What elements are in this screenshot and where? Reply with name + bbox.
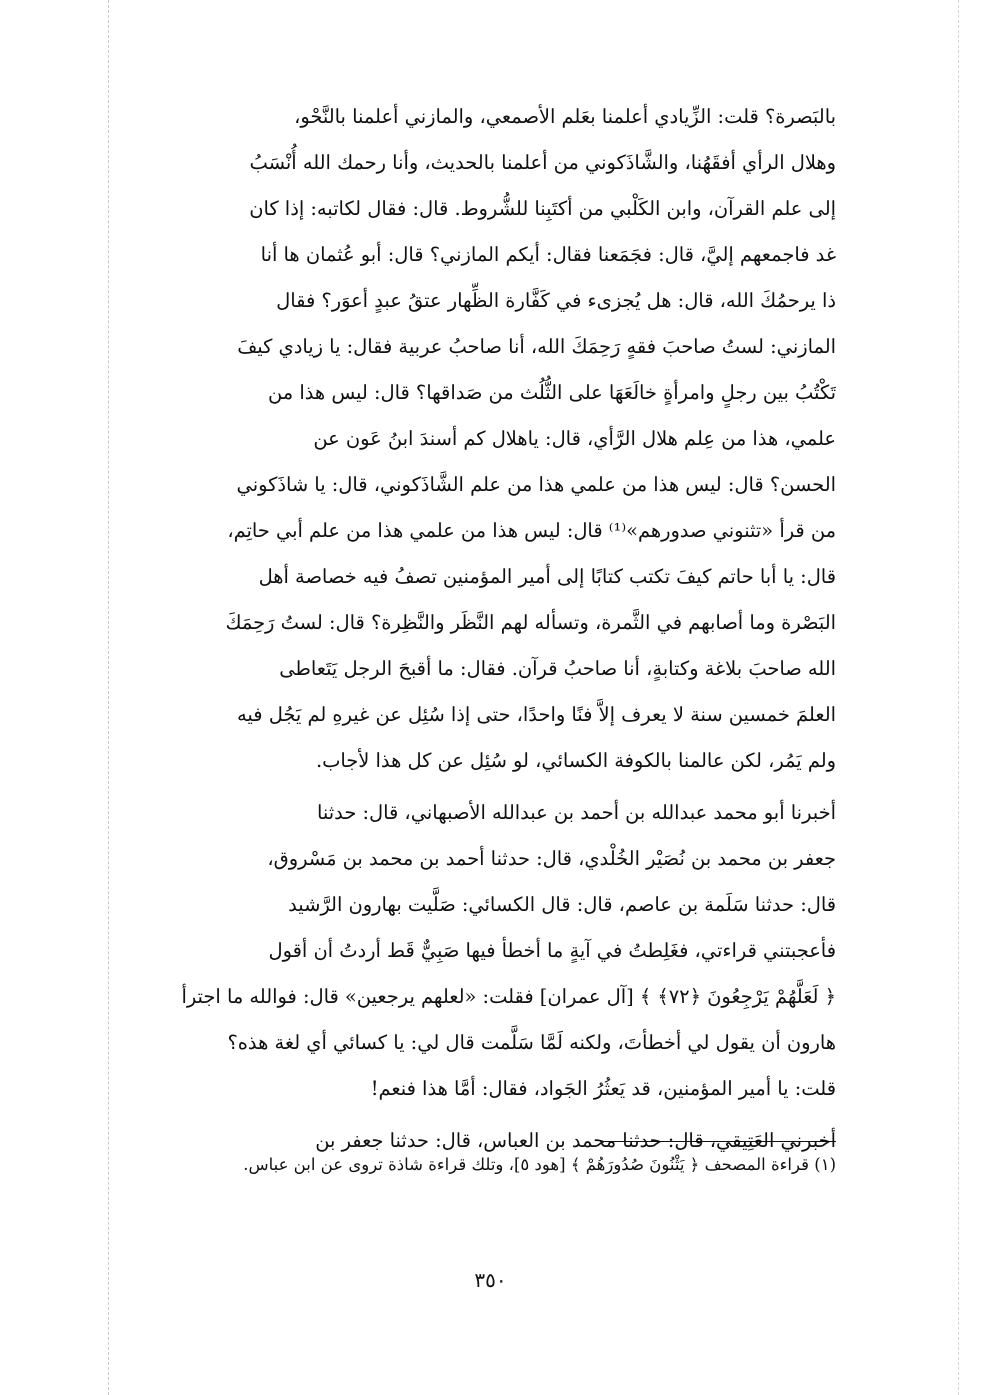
text-line: المازني: لستُ صاحبَ فقهٍ رَحِمَكَ الله، أنا صاحبُ عربية فقال: يا زيادي كيفَ (237, 335, 836, 358)
text-line: الله صاحبَ بلاغة وكتابةٍ، أنا صاحبُ قرآن. فقال: ما أقبحَ الرجل يَتَعاطى (279, 657, 836, 680)
main-text (146, 94, 836, 1164)
text-line: إلى علم القرآن، وابن الكَلْبي من أكتَبِنا للشُّروط. قال: فقال لكاتبه: إذا كان (249, 197, 836, 220)
text-line: بالبَصرة؟ قلت: الزِّيادي أعلمنا بعَلم الأصمعي، والمازني أعلمنا بالنَّحْو، (294, 105, 836, 128)
text-line: غد فاجمعهم إليَّ، قال: فجَمَعنا فقال: أيكم المازني؟ قال: أبو عُثمان ها أنا (260, 243, 836, 266)
scan-edge-left (108, 0, 109, 1395)
text-line: تَكْتُبُ بين رجلٍ وامرأةٍ خالَعَهَا على الثُّلُث من صَداقها؟ قال: ليس هذا من (268, 381, 836, 404)
text-line: ﴿ لَعَلَّهُمْ يَرْجِعُونَ ﴿٧٢﴾ ﴾ [آل عمران] فقلت: «لعلهم يرجعين» قال: فوالله ما اجترأ (181, 985, 836, 1008)
footnote: (١) قراءة المصحف ﴿ يَثْنُونَ صُدُورَهُمْ ﴾ [هود ٥]، وتلك قراءة شاذة تروى عن ابن عباس. (243, 1155, 836, 1174)
page-number: ٣٥٠ (474, 1268, 507, 1292)
text-line: البَصْرة وما أصابهم في الثَّمرة، وتسأله لهم النَّظَر والنَّظِرة؟ قال: لستُ رَحِمَكَ (225, 611, 836, 634)
text-line: هارون أن يقول لي أخطأتَ، ولكنه لَمَّا سَلَّمت قال لي: يا كسائي أي لغة هذه؟ (227, 1031, 836, 1054)
text-line: ذا يرحمُكَ الله، قال: هل يُجزىء في كَفَّارة الظِّهار عتقُ عبدٍ أعوَر؟ فقال (276, 289, 836, 312)
text-line: جعفر بن محمد بن نُصَيْر الخُلْدي، قال: حدثنا أحمد بن محمد بن مَسْروق، (267, 847, 836, 870)
paragraph-1 (146, 94, 836, 784)
text-line: من قرأ «تثنوني صدورهم»⁽¹⁾ قال: ليس هذا من علمي هذا من علم أبي حاتِم، (227, 519, 836, 542)
scan-edge-right (958, 0, 959, 1395)
text-line: الحسن؟ قال: ليس هذا من علمي هذا من علم الشَّاذَكوني، قال: يا شاذَكوني (236, 473, 836, 496)
text-line: قال: حدثنا سَلَمة بن عاصم، قال: قال الكسائي: صَلَّيت بهارون الرَّشيد (288, 893, 836, 916)
text-line: فأعجبتني قراءتي، فغَلِطتُ في آيةٍ ما أخطأ فيها صَبِيٌّ قَط أردتُ أن أقول (268, 939, 836, 962)
footnote-separator (600, 1141, 836, 1142)
text-line: علمي، هذا من عِلم هلال الرَّأي، قال: ياهلال كم أسندَ ابنُ عَون عن (313, 427, 836, 450)
text-line: قال: يا أبا حاتم كيفَ تكتب كتابًا إلى أمير المؤمنين تصفُ فيه خصاصة أهل (258, 565, 836, 588)
text-line: ولم يَمُر، لكن عالمنا بالكوفة الكسائي، لو سُئِل عن كل هذا لأجاب. (315, 749, 836, 772)
text-line: العلمَ خمسين سنة لا يعرف إلاَّ فنًا واحدًا، حتى إذا سُئِل عن غيرهِ لم يَجُل فيه (237, 703, 836, 726)
paragraph-2 (146, 790, 836, 1112)
text-line: أخبرني العَتِيقي، قال: حدثنا محمد بن العباس، قال: حدثنا جعفر بن (315, 1129, 836, 1152)
text-line: قلت: يا أمير المؤمنين، قد يَعثُرُ الجَواد، فقال: أمَّا هذا فنعم! (370, 1077, 836, 1100)
text-line: وهلال الرأي أفقَهُنا، والشَّاذَكوني من أعلمنا بالحديث، وأنا رحمك الله أُنْسَبُ (249, 151, 836, 174)
text-line: أخبرنا أبو محمد عبدالله بن أحمد بن عبدالله الأصبهاني، قال: حدثنا (316, 801, 836, 824)
